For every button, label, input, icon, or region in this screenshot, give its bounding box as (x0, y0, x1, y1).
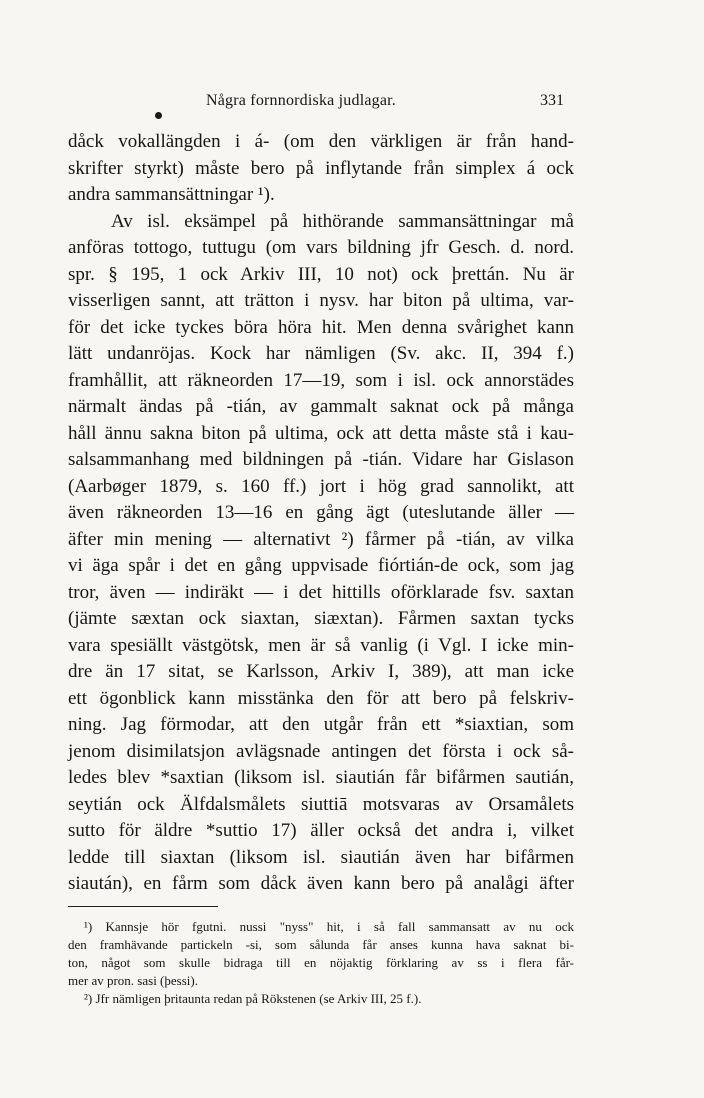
body-line: ledde till siaxtan (liksom isl. siautián även har bifårmen (68, 847, 574, 868)
body-line: ett ögonblick kann misstänka den för att bero på felskriv- (68, 688, 574, 709)
body-line: Av isl. eksämpel på hithörande sammansättningar må (111, 211, 574, 232)
body-line: anföras tottogo, tuttugu (om vars bildning jfr Gesch. d. nord. (68, 237, 574, 258)
footnote-rule (68, 906, 218, 907)
body-line: dre än 17 sitat, se Karlsson, Arkiv I, 389), att man icke (68, 661, 574, 682)
body-line: närmalt ändas på -tián, av gammalt saknat ock på många (68, 396, 574, 417)
body-line: framhållit, att räkneorden 17—19, som i isl. ock annorstädes (68, 370, 574, 391)
footnote-line: ¹) Kannsje hör fgutni. nussi "nyss" hit, i så fall sammansatt av nu ock (84, 919, 574, 934)
running-head: Några fornnordiska judlagar. (206, 92, 396, 109)
body-line: andra sammansättningar ¹). (68, 184, 275, 205)
body-line: (Aarbøger 1879, s. 160 ff.) jort i hög grad sannolikt, att (68, 476, 574, 497)
ink-dot (155, 112, 162, 119)
body-line: för det icke tyckes böra höra hit. Men denna svårighet kann (68, 317, 574, 338)
body-line: dåck vokallängden i á- (om den värkligen är från hand- (68, 131, 574, 152)
footnote-line: den framhävande partickeln -si, som sålunda får anses kunna hava saknat bi- (68, 937, 574, 952)
body-line: lätt undanröjas. Kock har nämligen (Sv. akc. II, 394 f.) (68, 343, 574, 364)
body-line: vara spesiällt västgötsk, men är så vanlig (i Vgl. I icke min- (68, 635, 574, 656)
body-line: äfter min mening — alternativt ²) fårmer på -tián, av vilka (68, 529, 574, 550)
body-line: seytián ock Älfdalsmålets siuttiā motsvaras av Orsamålets (68, 794, 574, 815)
footnote-line: ton, något som skulle bidraga till en nöjaktig förklaring av ss i flera får- (68, 955, 574, 970)
body-line: ledes blev *saxtian (liksom isl. siautián får bifårmen sautián, (68, 767, 574, 788)
footnote-line: ²) Jfr nämligen þritaunta redan på Rökstenen (se Arkiv III, 25 f.). (84, 991, 422, 1006)
body-line: visserligen sannt, att trätton i nysv. har biton på ultima, var- (68, 290, 574, 311)
footnote-line: mer av pron. sasi (þessi). (68, 973, 198, 988)
body-line: sutto för äldre *suttio 17) äller också det andra i, vilket (68, 820, 574, 841)
body-line: spr. § 195, 1 ock Arkiv III, 10 not) ock þrettán. Nu är (68, 264, 574, 285)
body-line: vi äga spår i det en gång uppvisade fiórtián-de ock, som jag (68, 555, 574, 576)
body-line: siaután), en fårm som dåck även kann bero på analågi äfter (68, 873, 574, 894)
body-line: håll ännu sakna biton på ultima, ock att detta måste stå i kau- (68, 423, 574, 444)
body-line: jenom disimilatsjon avlägsnade antingen det första i ock så- (68, 741, 574, 762)
body-line: salsammanhang med bildningen på -tián. Vidare har Gislason (68, 449, 574, 470)
body-line: skrifter styrkt) måste bero på inflytande från simplex á ock (68, 158, 574, 179)
body-line: (jämte sæxtan ock siaxtan, siæxtan). Fårmen saxtan tycks (68, 608, 574, 629)
page-number: 331 (540, 92, 564, 109)
body-line: även räkneorden 13—16 en gång ägt (uteslutande äller — (68, 502, 574, 523)
body-line: ning. Jag förmodar, att den utgår från ett *siaxtian, som (68, 714, 574, 735)
body-line: tror, även — indiräkt — i det hittills oförklarade fsv. saxtan (68, 582, 574, 603)
